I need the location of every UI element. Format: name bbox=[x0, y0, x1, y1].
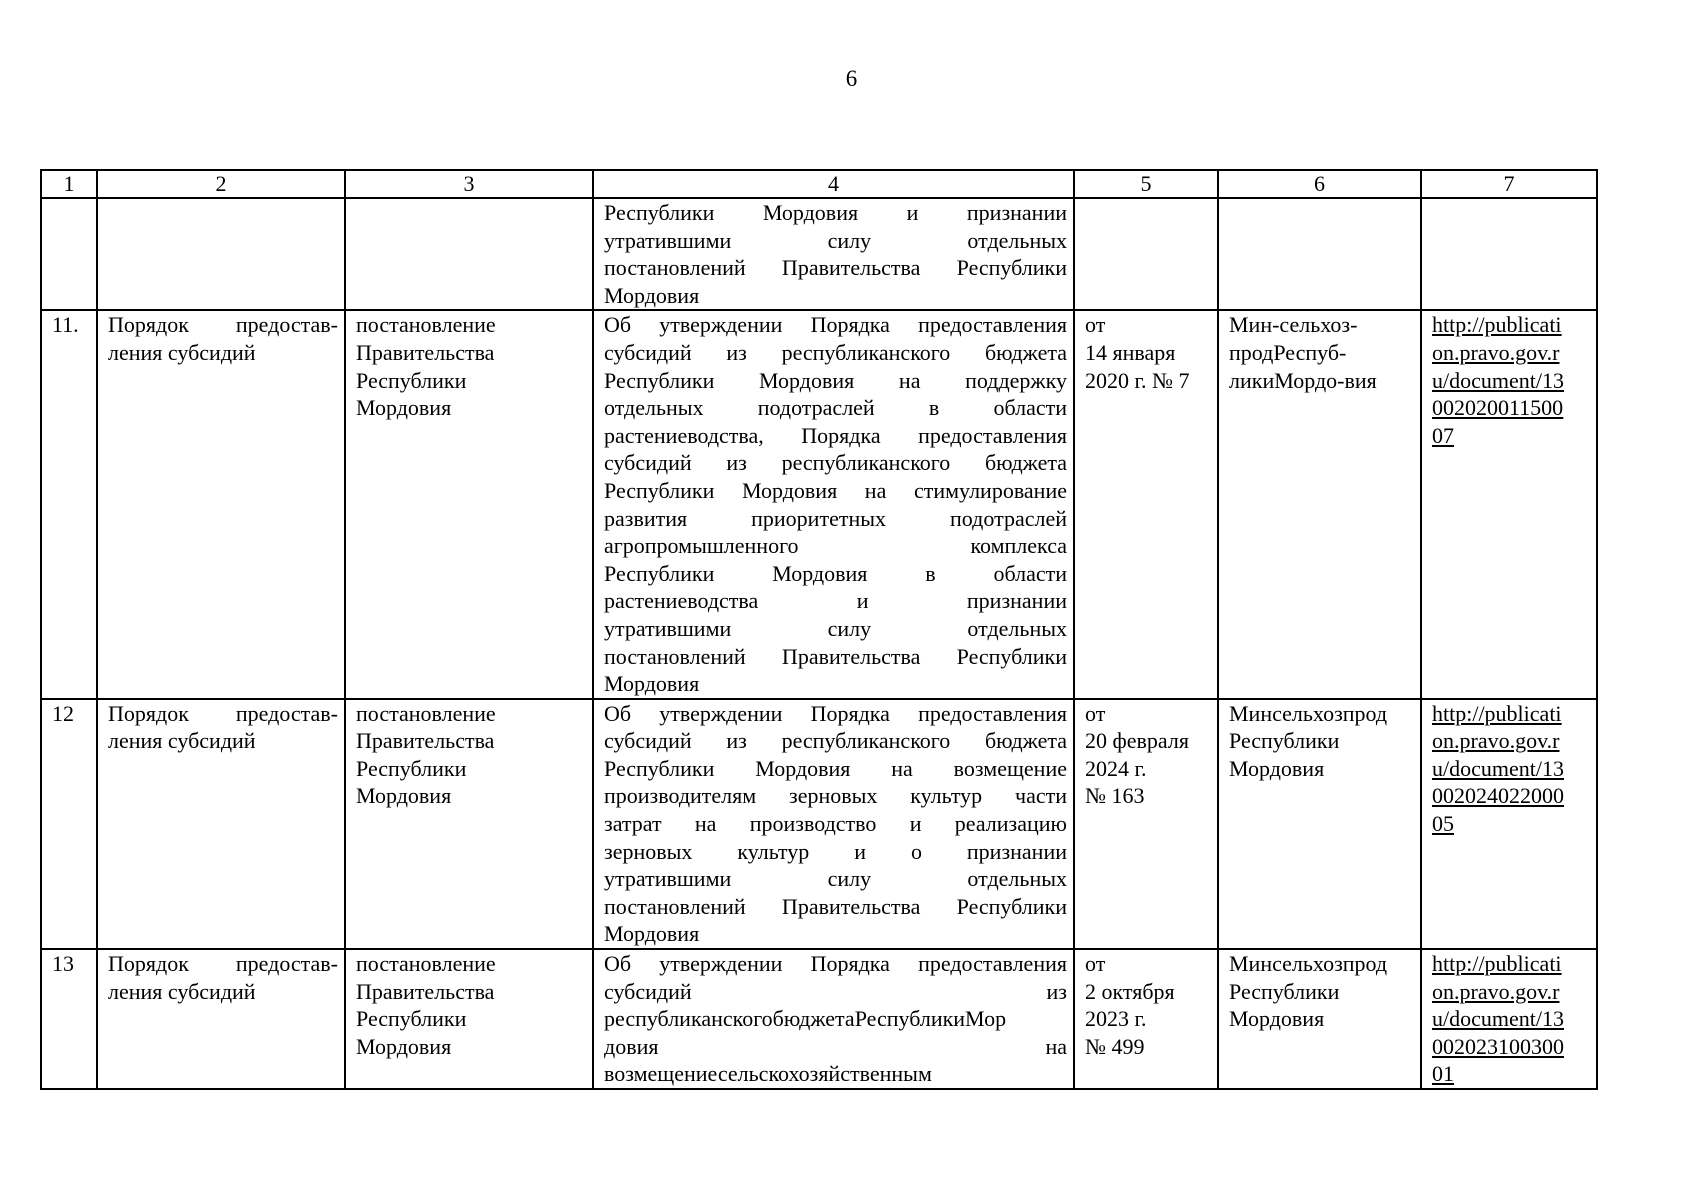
doc-type-line: Республики bbox=[356, 755, 467, 781]
name-line: Порядок предостав- bbox=[108, 951, 338, 977]
link-cell bbox=[1421, 198, 1597, 310]
title-line: Республики Мордовия на поддержку bbox=[604, 367, 1067, 393]
link-cell bbox=[1421, 949, 1597, 1089]
header-cell: 6 bbox=[1218, 170, 1421, 198]
link-line[interactable]: http://publicati bbox=[1432, 700, 1562, 726]
authority-line: Мордовия bbox=[1229, 755, 1325, 781]
authority-line: Мин-сельхоз- bbox=[1229, 312, 1358, 338]
doc-type-cell bbox=[345, 699, 593, 949]
doc-type-line: постановление bbox=[356, 312, 496, 338]
title-line: Республики Мордовия на стимулирование bbox=[604, 477, 1067, 503]
date-line: от bbox=[1085, 312, 1106, 338]
authority-line: Республики bbox=[1229, 728, 1340, 754]
doc-type-line: Республики bbox=[356, 367, 467, 393]
title-line: постановлений Правительства Республики bbox=[604, 893, 1067, 919]
title-line: Об утверждении Порядка предоставления bbox=[604, 312, 1067, 338]
link-line[interactable]: on.pravo.gov.r bbox=[1432, 728, 1560, 754]
title-cell bbox=[593, 310, 1074, 698]
authority-cell bbox=[1218, 699, 1421, 949]
doc-type-cell bbox=[345, 949, 593, 1089]
page-number: 6 bbox=[845, 66, 858, 91]
table-row bbox=[41, 949, 1597, 1089]
doc-type-cell bbox=[345, 198, 593, 310]
number-cell bbox=[41, 198, 97, 310]
title-line: Об утверждении Порядка предоставления bbox=[604, 951, 1067, 977]
header-cell: 2 bbox=[97, 170, 345, 198]
number-cell: 11. bbox=[41, 310, 97, 698]
name-cell bbox=[97, 699, 345, 949]
title-line: субсидий из bbox=[604, 978, 1067, 1004]
name-cell bbox=[97, 949, 345, 1089]
title-line: утратившими силу отдельных bbox=[604, 866, 1067, 892]
name-cell bbox=[97, 198, 345, 310]
name-line: ления субсидий bbox=[108, 728, 256, 754]
date-line: от bbox=[1085, 951, 1106, 977]
title-line: субсидий из республиканского бюджета bbox=[604, 450, 1067, 476]
link-line[interactable]: 05 bbox=[1432, 811, 1454, 837]
authority-line: Минсельхозпрод bbox=[1229, 700, 1388, 726]
document-link[interactable] bbox=[1432, 311, 1592, 449]
title-line: возмещениесельскохозяйственным bbox=[604, 1061, 932, 1087]
doc-type-line: Правительства bbox=[356, 728, 495, 754]
title-line: Об утверждении Порядка предоставления bbox=[604, 700, 1067, 726]
link-line[interactable]: 01 bbox=[1432, 1061, 1454, 1087]
title-line: Мордовия bbox=[604, 921, 700, 947]
name-cell bbox=[97, 310, 345, 698]
doc-type-line: Мордовия bbox=[356, 1033, 452, 1059]
doc-type-line: Мордовия bbox=[356, 783, 452, 809]
authority-line: Минсельхозпрод bbox=[1229, 951, 1388, 977]
title-line: Республики Мордовия в области bbox=[604, 560, 1067, 586]
title-line: утратившими силу отдельных bbox=[604, 615, 1067, 641]
title-cell bbox=[593, 198, 1074, 310]
number-cell: 12 bbox=[41, 699, 97, 949]
doc-type-line: Правительства bbox=[356, 339, 495, 365]
header-cell: 3 bbox=[345, 170, 593, 198]
title-line: агропромышленного комплекса bbox=[604, 533, 1067, 559]
date-cell bbox=[1074, 198, 1218, 310]
link-line[interactable]: u/document/13 bbox=[1432, 1006, 1564, 1032]
header-cell: 5 bbox=[1074, 170, 1218, 198]
link-line[interactable]: http://publicati bbox=[1432, 951, 1562, 977]
title-line: отдельных подотраслей в области bbox=[604, 395, 1067, 421]
table-row bbox=[41, 310, 1597, 698]
doc-type-line: Республики bbox=[356, 1006, 467, 1032]
header-cell: 4 bbox=[593, 170, 1074, 198]
title-line: довия на bbox=[604, 1033, 1067, 1059]
name-line: Порядок предостав- bbox=[108, 700, 338, 726]
link-line[interactable]: 002020011500 bbox=[1432, 395, 1564, 421]
title-line: Республики Мордовия на возмещение bbox=[604, 755, 1067, 781]
date-line: 2020 г. № 7 bbox=[1085, 367, 1190, 393]
header-row bbox=[41, 170, 1597, 198]
link-line[interactable]: 002023100300 bbox=[1432, 1033, 1564, 1059]
date-line: № 163 bbox=[1085, 783, 1145, 809]
title-line: утратившими силу отдельных bbox=[604, 227, 1067, 253]
title-line: постановлений Правительства Республики bbox=[604, 255, 1067, 281]
date-line: 2023 г. bbox=[1085, 1006, 1147, 1032]
title-line: развития приоритетных подотраслей bbox=[604, 505, 1067, 531]
document-link[interactable] bbox=[1432, 700, 1592, 838]
title-cell bbox=[593, 949, 1074, 1089]
title-cell bbox=[593, 699, 1074, 949]
doc-type-line: постановление bbox=[356, 951, 496, 977]
doc-type-cell bbox=[345, 310, 593, 698]
title-line: республиканскогобюджетаРеспубликиМор bbox=[604, 1006, 1007, 1032]
header-cell: 7 bbox=[1421, 170, 1597, 198]
link-line[interactable]: on.pravo.gov.r bbox=[1432, 339, 1560, 365]
doc-type-line: постановление bbox=[356, 700, 496, 726]
authority-line: ликиМордо-вия bbox=[1229, 367, 1377, 393]
doc-type-line: Мордовия bbox=[356, 395, 452, 421]
link-cell bbox=[1421, 310, 1597, 698]
title-line: зерновых культур и о признании bbox=[604, 838, 1067, 864]
authority-line: продРеспуб- bbox=[1229, 339, 1347, 365]
link-line[interactable]: 002024022000 bbox=[1432, 783, 1564, 809]
date-line: 20 февраля bbox=[1085, 728, 1189, 754]
title-line: Мордовия bbox=[604, 282, 700, 308]
link-line[interactable]: u/document/13 bbox=[1432, 755, 1564, 781]
date-cell bbox=[1074, 310, 1218, 698]
date-line: № 499 bbox=[1085, 1033, 1145, 1059]
title-line: постановлений Правительства Республики bbox=[604, 643, 1067, 669]
name-line: ления субсидий bbox=[108, 339, 256, 365]
document-link[interactable] bbox=[1432, 950, 1592, 1088]
continuation-row bbox=[41, 198, 1597, 310]
name-line: ления субсидий bbox=[108, 978, 256, 1004]
title-line: субсидий из республиканского бюджета bbox=[604, 339, 1067, 365]
authority-line: Республики bbox=[1229, 978, 1340, 1004]
title-line: Республики Мордовия и признании bbox=[604, 200, 1067, 225]
title-line: растениеводства, Порядка предоставления bbox=[604, 422, 1067, 448]
date-line: от bbox=[1085, 700, 1106, 726]
doc-type-line: Правительства bbox=[356, 978, 495, 1004]
link-line[interactable]: http://publicati bbox=[1432, 312, 1562, 338]
date-line: 14 января bbox=[1085, 339, 1176, 365]
date-line: 2 октября bbox=[1085, 978, 1175, 1004]
date-cell bbox=[1074, 699, 1218, 949]
date-cell bbox=[1074, 949, 1218, 1089]
link-cell bbox=[1421, 699, 1597, 949]
title-line: Мордовия bbox=[604, 671, 700, 697]
title-line: затрат на производство и реализацию bbox=[604, 811, 1067, 837]
authority-cell bbox=[1218, 949, 1421, 1089]
legal-acts-table bbox=[40, 169, 1598, 1090]
title-line: субсидий из республиканского бюджета bbox=[604, 728, 1067, 754]
number-cell: 13 bbox=[41, 949, 97, 1089]
authority-cell bbox=[1218, 198, 1421, 310]
title-line: растениеводства и признании bbox=[604, 588, 1067, 614]
title-line: производителям зерновых культур части bbox=[604, 783, 1067, 809]
authority-cell bbox=[1218, 310, 1421, 698]
link-line[interactable]: on.pravo.gov.r bbox=[1432, 978, 1560, 1004]
link-line[interactable]: 07 bbox=[1432, 422, 1454, 448]
table-row bbox=[41, 699, 1597, 949]
header-cell: 1 bbox=[41, 170, 97, 198]
date-line: 2024 г. bbox=[1085, 755, 1147, 781]
link-line[interactable]: u/document/13 bbox=[1432, 367, 1564, 393]
name-line: Порядок предостав- bbox=[108, 312, 338, 338]
authority-line: Мордовия bbox=[1229, 1006, 1325, 1032]
